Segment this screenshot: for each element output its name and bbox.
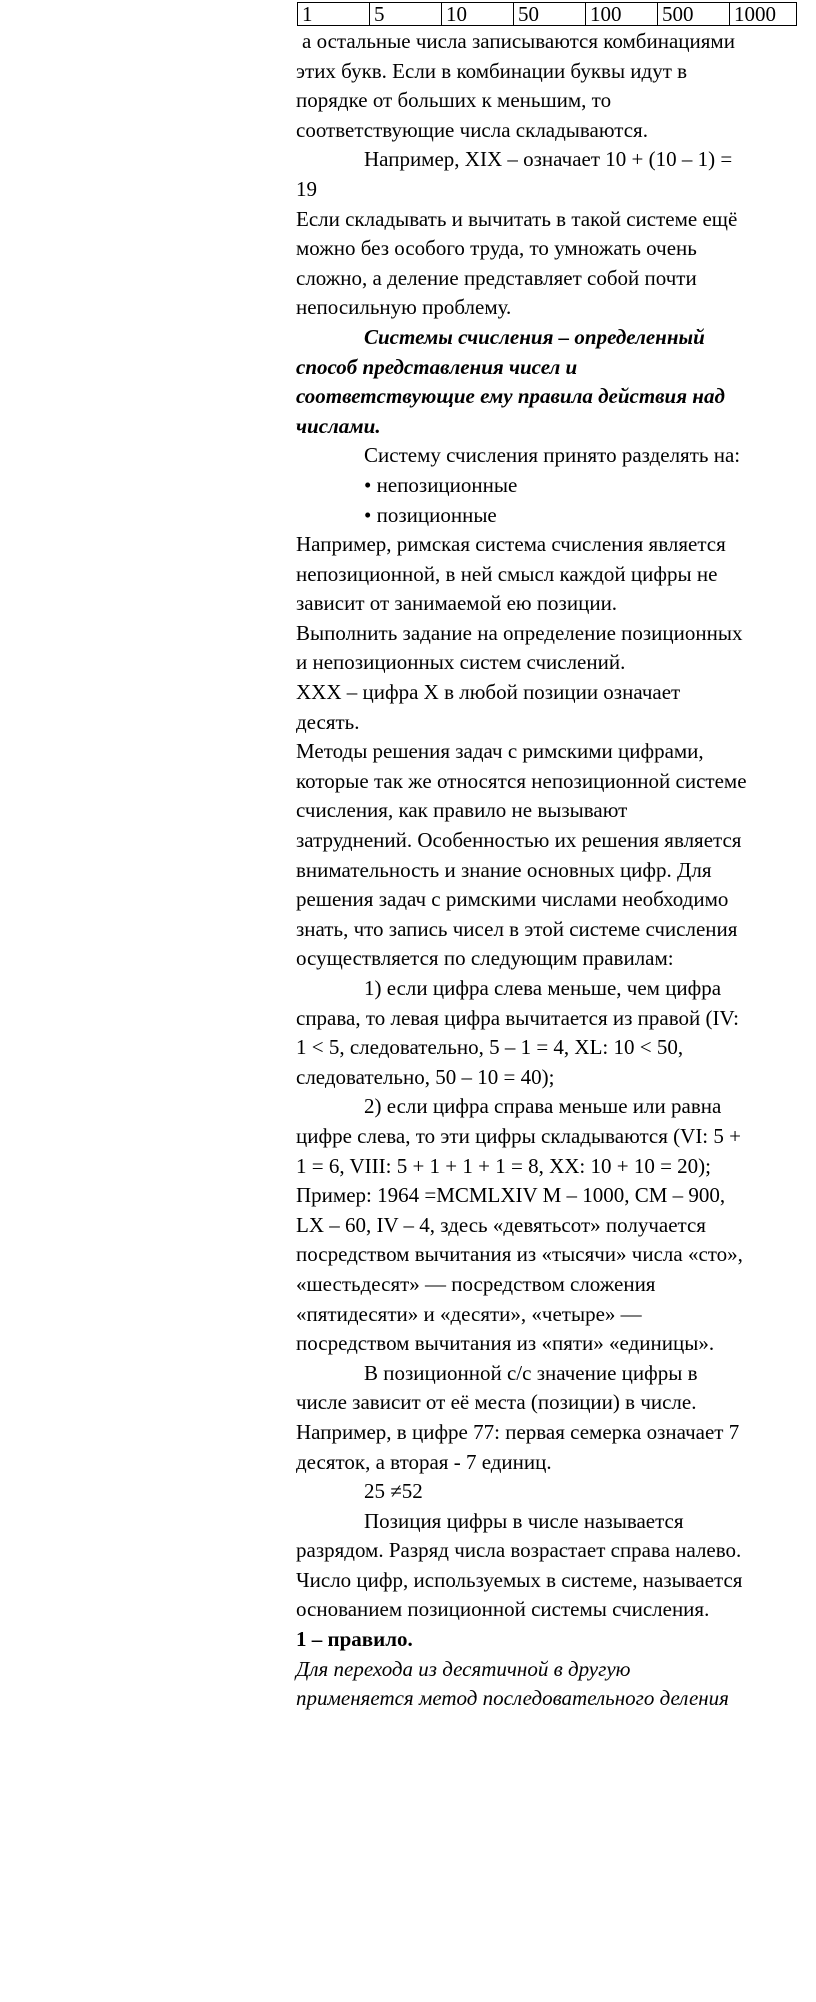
text-line: XXX – цифра X в любой позиции означает [296, 680, 681, 705]
text-line: десять. [296, 709, 360, 734]
text-line: Для перехода из десятичной в другую [296, 1656, 631, 1681]
text-line: этих букв. Если в комбинации буквы идут в [296, 58, 688, 83]
text-line: и непозиционных систем счислений. [296, 650, 626, 675]
text-line: Например, римская система счисления является [296, 532, 726, 557]
table-cell: 10 [442, 3, 514, 26]
text-line: а остальные числа записываются комбинациями [302, 29, 735, 53]
text-line: посредством вычитания из «пяти» «единицы». [296, 1331, 715, 1356]
text-line: осуществляется по следующим правилам: [296, 946, 674, 971]
table-row [298, 3, 797, 26]
text-line: способ представления чисел и [296, 354, 578, 379]
document-page [296, 0, 796, 1714]
text-line: которые так же относятся непозиционной системе [296, 768, 747, 793]
text-line: применяется метод последовательного деления [296, 1686, 729, 1711]
table-cell: 100 [586, 3, 658, 26]
table-cell: 50 [514, 3, 586, 26]
text-line: «пятидесяти» и «десяти», «четыре» — [296, 1301, 642, 1326]
text-line: основанием позиционной системы счисления. [296, 1597, 710, 1622]
text-line: непозиционной, в ней смысл каждой цифры не [296, 561, 718, 586]
text-line: внимательность и знание основных цифр. Для [296, 857, 712, 882]
text-line: 19 [296, 176, 317, 201]
text-line: 1) если цифра слева меньше, чем цифра [364, 976, 722, 1000]
text-line: решения задач с римскими числами необходимо [296, 887, 729, 912]
text-line: затруднений. Особенностью их решения является [296, 828, 742, 853]
table-cell: 5 [370, 3, 442, 26]
text-line: LX – 60, IV – 4, здесь «девятьсот» получается [296, 1212, 706, 1237]
text-line: знать, что запись чисел в этой системе счисления [296, 916, 738, 941]
text-line: «шестьдесят» — посредством сложения [296, 1271, 656, 1296]
text-line: соответствующие числа складываются. [296, 117, 648, 142]
text-line: 1 < 5, следовательно, 5 – 1 = 4, XL: 10 < 50, [296, 1035, 684, 1060]
text-line: Выполнить задание на определение позиционных [296, 620, 743, 645]
table-cell: 1 [298, 3, 370, 26]
text-line: посредством вычитания из «тысячи» числа «сто», [296, 1242, 743, 1267]
text-line: порядке от больших к меньшим, то [296, 88, 612, 113]
text-line: Позиция цифры в числе называется [364, 1508, 684, 1533]
text-line: 1 – правило. [296, 1627, 413, 1652]
text-line: непосильную проблему. [296, 295, 512, 320]
text-line: зависит от занимаемой ею позиции. [296, 591, 618, 616]
text-line: числе зависит от её места (позиции) в числе. [296, 1390, 697, 1415]
text-line: Если складывать и вычитать в такой системе ещё [296, 206, 738, 231]
text-line: Системы счисления – определенный [364, 324, 705, 349]
text-line: Методы решения задач с римскими цифрами, [296, 739, 704, 764]
table-cell: 1000 [730, 3, 797, 26]
text-line: соответствующие ему правила действия над [296, 384, 725, 409]
table-cell: 500 [658, 3, 730, 26]
text-line: Систему счисления принято разделять на: [364, 443, 741, 468]
text-line: сложно, а деление представляет собой почти [296, 265, 697, 290]
text-line: В позиционной с/с значение цифры в [364, 1360, 698, 1385]
text-line: 25 ≠52 [364, 1479, 423, 1504]
text-line: • непозиционные [364, 472, 518, 497]
text-line: числами. [296, 413, 381, 438]
text-line: цифре слева, то эти цифры складываются (VI: 5 + [296, 1123, 741, 1148]
text-line: Число цифр, используемых в системе, называется [296, 1567, 743, 1592]
text-line: • позиционные [364, 502, 497, 527]
text-line: 2) если цифра справа меньше или равна [364, 1094, 722, 1119]
text-line: Например, в цифре 77: первая семерка означает 7 [296, 1419, 740, 1444]
text-line: следовательно, 50 – 10 = 40); [296, 1064, 555, 1089]
text-line: десяток, а вторая - 7 единиц. [296, 1449, 552, 1474]
text-line: можно без особого труда, то умножать очень [296, 236, 697, 261]
roman-values-table [297, 2, 797, 26]
text-line: счисления, как правило не вызывают [296, 798, 628, 823]
text-line: 1 = 6, VIII: 5 + 1 + 1 + 1 = 8, XX: 10 + 10 = 20); [296, 1153, 711, 1178]
document-body [296, 27, 796, 1714]
text-line: разрядом. Разряд числа возрастает справа налево. [296, 1538, 742, 1563]
text-line: Пример: 1964 =MCMLXIV M – 1000, CM – 900, [296, 1183, 726, 1208]
text-line: Например, XIX – означает 10 + (10 – 1) = [364, 147, 733, 172]
text-line: справа, то левая цифра вычитается из правой (IV: [296, 1005, 739, 1030]
